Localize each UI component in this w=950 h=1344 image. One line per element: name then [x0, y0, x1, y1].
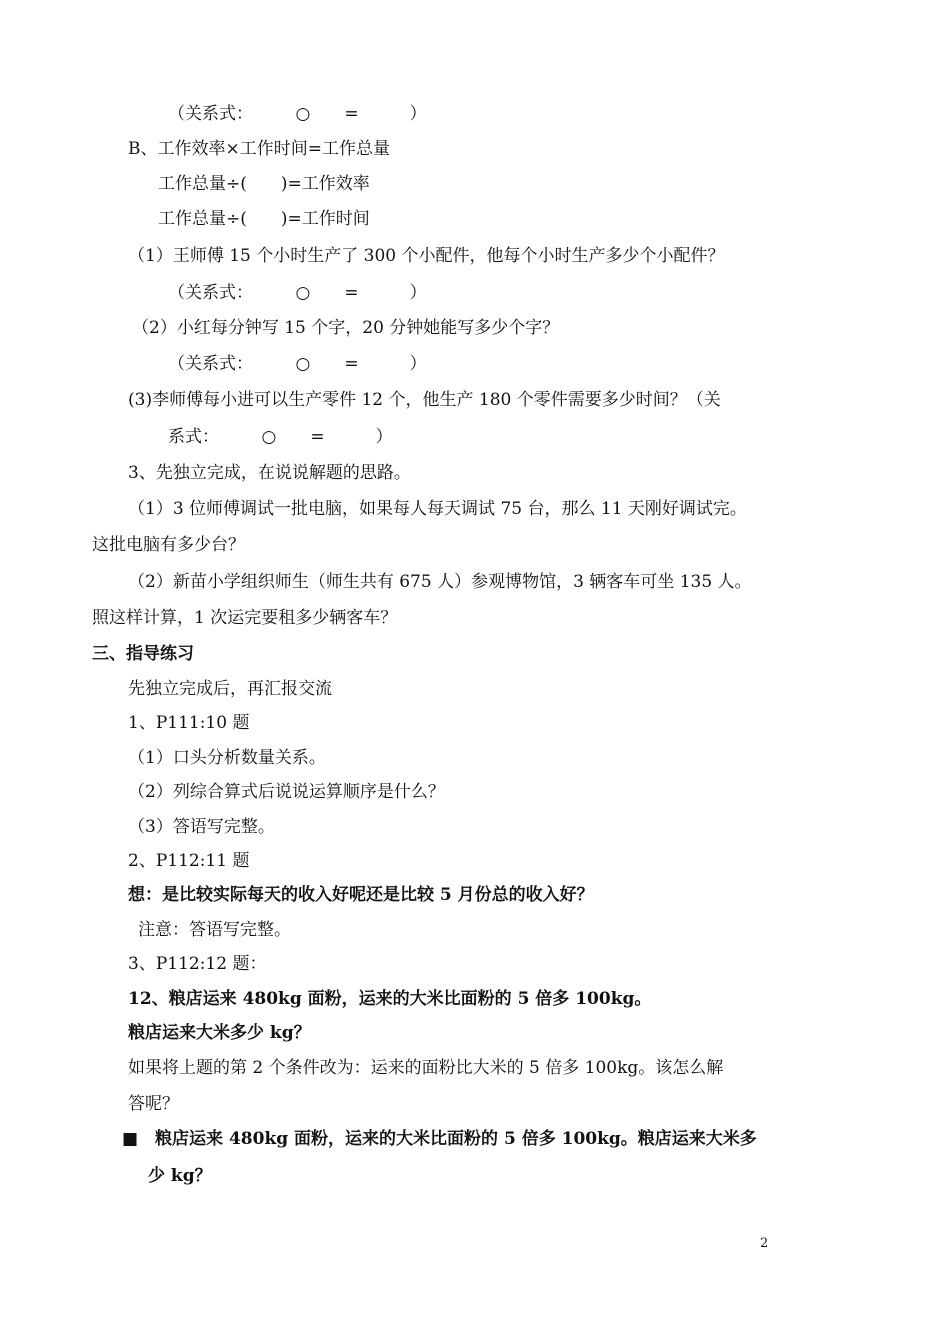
text-line: 1、P111:10 题 [128, 713, 250, 733]
text-line: 12、粮店运来 480kg 面粉，运来的大米比面粉的 5 倍多 100kg。 [128, 989, 652, 1009]
text-line: 想：是比较实际每天的收入好呢还是比较 5 月份总的收入好？ [128, 885, 594, 905]
text-line: 3、先独立完成，在说说解题的思路。 [128, 463, 411, 483]
text-line: （3）答语写完整。 [128, 817, 275, 837]
text-line: 如果将上题的第 2 个条件改为：运来的面粉比大米的 5 倍多 100kg。该怎么解 [128, 1058, 724, 1078]
text-line: （关系式： ○ = ） [168, 283, 427, 303]
text-line: 工作总量÷( )=工作效率 [158, 174, 370, 194]
text-line: B、工作效率×工作时间=工作总量 [128, 139, 390, 159]
text-line: （1）王师傅 15 个小时生产了 300 个小配件，他每个小时生产多少个小配件？ [128, 246, 725, 266]
text-line: 工作总量÷( )=工作时间 [158, 209, 370, 229]
text-line: ■ 粮店运来 480kg 面粉，运来的大米比面粉的 5 倍多 100kg。粮店运来大米多 [122, 1129, 757, 1149]
text-line: （2）小红每分钟写 15 个字，20 分钟她能写多少个字？ [132, 318, 560, 338]
text-line: (3)李师傅每小进可以生产零件 12 个，他生产 180 个零件需要多少时间？（关 [128, 390, 721, 410]
text-line: 系式： ○ = ） [168, 427, 393, 447]
text-line: （2）新苗小学组织师生（师生共有 675 人）参观博物馆，3 辆客车可坐 135 人。 [128, 572, 752, 592]
text-line: 少 kg？ [148, 1166, 212, 1186]
page-number: 2 [760, 1236, 769, 1251]
text-line: 照这样计算，1 次运完要租多少辆客车？ [92, 608, 398, 628]
text-line: （关系式： ○ = ） [168, 104, 427, 124]
text-line: （2）列综合算式后说说运算顺序是什么？ [128, 782, 445, 802]
text-line: 先独立完成后，再汇报交流 [128, 679, 332, 699]
text-line: 注意：答语写完整。 [138, 920, 291, 940]
text-line: 答呢？ [128, 1094, 179, 1114]
text-line: 3、P112:12 题： [128, 954, 267, 974]
text-line: （关系式： ○ = ） [168, 354, 427, 374]
text-line: （1）口头分析数量关系。 [128, 748, 326, 768]
text-line: 粮店运来大米多少 kg？ [128, 1023, 311, 1043]
text-line: 这批电脑有多少台？ [92, 535, 245, 555]
text-line: （1）3 位师傅调试一批电脑，如果每人每天调试 75 台，那么 11 天刚好调试完。 [128, 499, 747, 519]
text-line: 三、指导练习 [92, 644, 194, 664]
text-line: 2、P112:11 题 [128, 851, 250, 871]
